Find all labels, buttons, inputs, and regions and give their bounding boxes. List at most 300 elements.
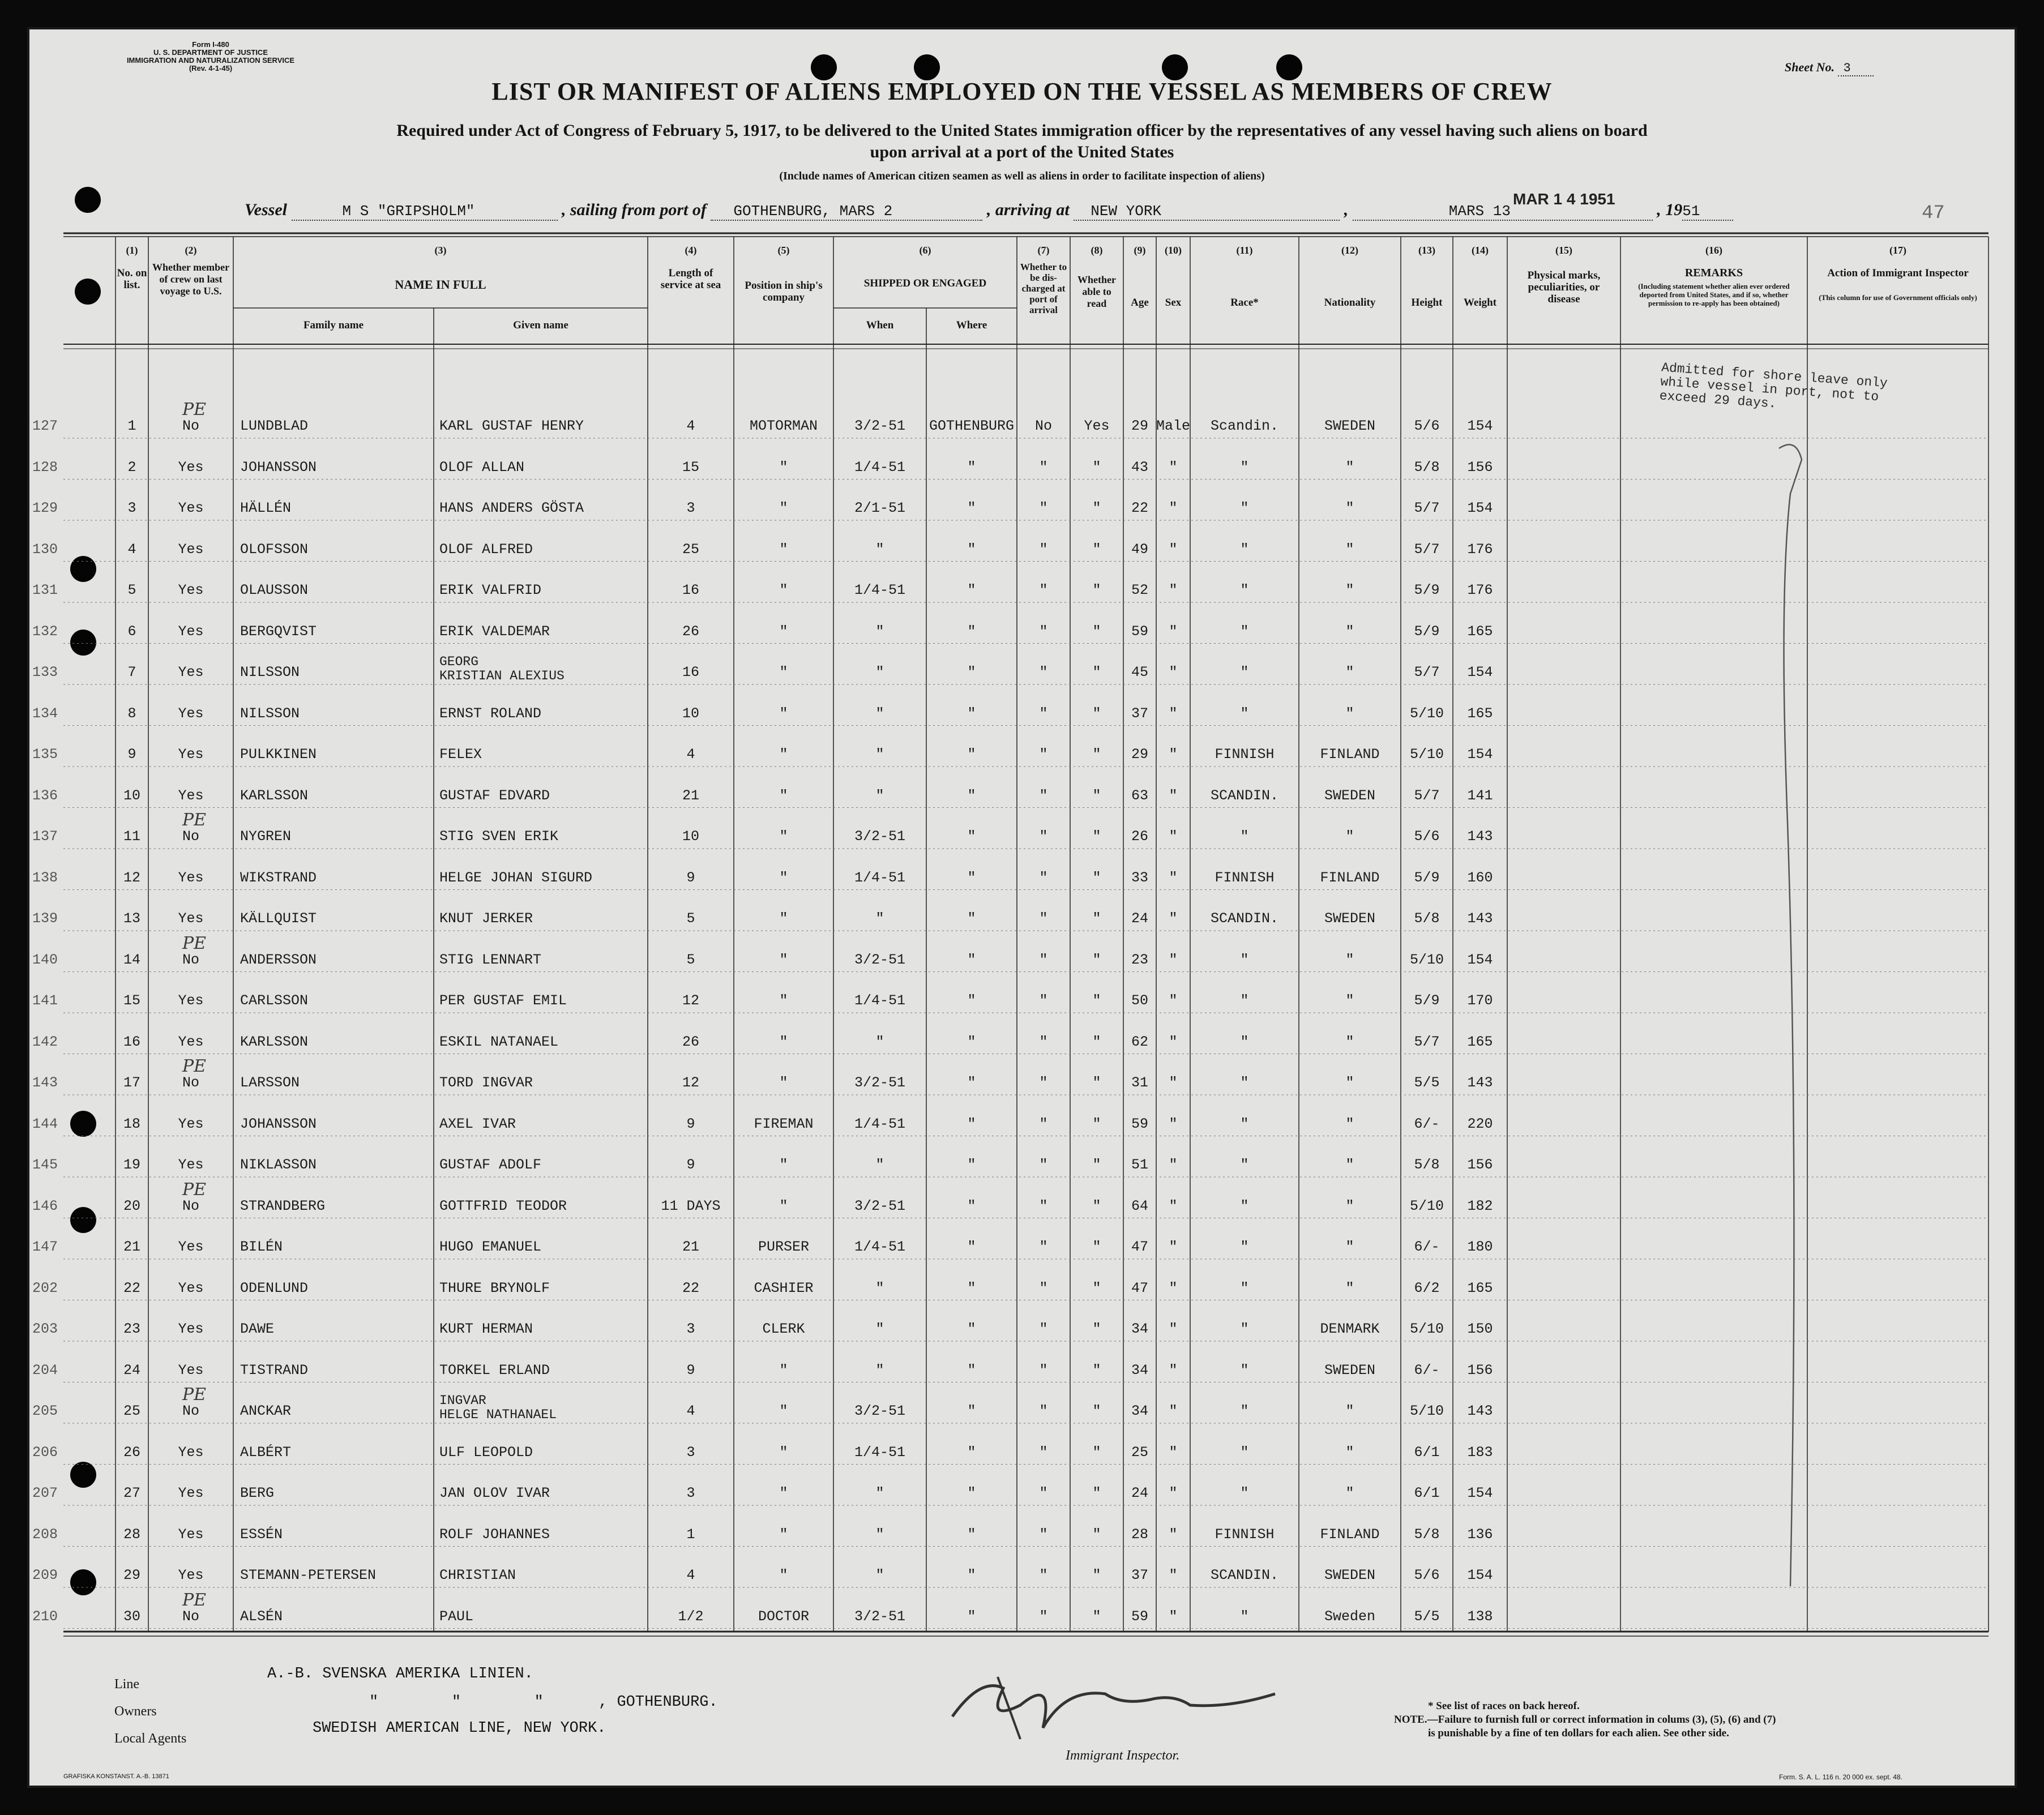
cell-read: " xyxy=(1092,1239,1101,1255)
cell-svc: 22 xyxy=(682,1279,699,1296)
cell-no: 5 xyxy=(127,582,136,598)
cell-dis: " xyxy=(1039,705,1048,722)
cell-sex: " xyxy=(1169,1157,1178,1173)
penalty-note-2: is punishable by a fine of ten dollars for each alien. See other side. xyxy=(1428,1727,1729,1739)
cell-no: 3 xyxy=(127,500,136,516)
line-number: 132 xyxy=(32,623,58,640)
cell-svc: 9 xyxy=(686,1157,695,1173)
date-stamp: MAR 1 4 1951 xyxy=(1513,190,1615,208)
cell-nat: " xyxy=(1345,705,1354,722)
table-row xyxy=(29,691,2015,731)
given-name-line-1: GEORG xyxy=(439,654,479,669)
cell-prev: Yes xyxy=(178,910,204,927)
cell-dis: " xyxy=(1039,541,1048,558)
cell-no: 10 xyxy=(123,787,140,804)
cell-nat: " xyxy=(1345,1115,1354,1132)
cell-prev: Yes xyxy=(178,582,204,598)
cell-pos: " xyxy=(779,1567,788,1583)
cell-given: OLOF ALFRED xyxy=(439,541,533,558)
line-label: Line xyxy=(114,1677,139,1692)
cell-race: " xyxy=(1240,1485,1249,1501)
document-title: LIST OR MANIFEST OF ALIENS EMPLOYED ON THE VESSEL AS MEMBERS OF CREW xyxy=(491,78,1553,105)
cell-read: " xyxy=(1092,1115,1101,1132)
cell-family: JOHANSSON xyxy=(240,459,317,476)
cell-ht: 5/8 xyxy=(1414,459,1440,476)
cell-given: GUSTAF ADOLF xyxy=(439,1157,542,1173)
table-row xyxy=(29,1019,2015,1060)
cell-where: " xyxy=(967,705,976,722)
cell-ht: 5/10 xyxy=(1409,1403,1444,1419)
cell-where: " xyxy=(967,459,976,476)
table-row xyxy=(29,1179,2015,1224)
cell-ht: 5/10 xyxy=(1409,746,1444,763)
cell-race: FINNISH xyxy=(1215,869,1275,886)
cell-given: STIG LENNART xyxy=(439,951,542,968)
service: IMMIGRATION AND NATURALIZATION SERVICE xyxy=(126,56,295,65)
cell-age: 34 xyxy=(1131,1362,1148,1379)
cell-age: 47 xyxy=(1131,1239,1148,1255)
cell-age: 59 xyxy=(1131,1608,1148,1625)
cell-wt: 182 xyxy=(1467,1197,1493,1214)
vessel-name: M S "GRIPSHOLM" xyxy=(292,203,558,221)
cell-read: " xyxy=(1092,500,1101,516)
cell-race: " xyxy=(1240,1197,1249,1214)
cell-dis: " xyxy=(1039,746,1048,763)
cell-family: KÄLLQUIST xyxy=(240,910,317,927)
table-row xyxy=(29,1512,2015,1552)
cell-dis: " xyxy=(1039,1567,1048,1583)
cell-family: OLOFSSON xyxy=(240,541,309,558)
cell-ht: 5/10 xyxy=(1409,951,1444,968)
header-length-of-service: Length of service at sea xyxy=(660,267,721,291)
cell-svc: 11 DAYS xyxy=(661,1197,721,1214)
col-num-2: (2) xyxy=(185,245,197,256)
cell-dis: " xyxy=(1039,1608,1048,1625)
header-remarks-note: (Including statement whether alien ever ordered deported from United States, and if so, whether permission to re-apply has been obtained) xyxy=(1638,282,1790,307)
cell-ht: 5/7 xyxy=(1414,541,1440,558)
cell-wt: 154 xyxy=(1467,500,1493,516)
owners-value: " " " , GOTHENBURG. xyxy=(369,1694,718,1711)
cell-ht: 5/8 xyxy=(1414,1526,1440,1543)
col-num-17: (17) xyxy=(1889,245,1906,256)
cell-wt: 154 xyxy=(1467,418,1493,434)
cell-sex: " xyxy=(1169,1239,1178,1255)
cell-svc: 25 xyxy=(682,541,699,558)
cell-when: 3/2-51 xyxy=(854,828,905,845)
cell-svc: 10 xyxy=(682,828,699,845)
cell-wt: 165 xyxy=(1467,1033,1493,1050)
cell-no: 18 xyxy=(123,1115,140,1132)
cell-ht: 6/1 xyxy=(1414,1444,1440,1461)
cell-sex: " xyxy=(1169,910,1178,927)
cell-when: 1/4-51 xyxy=(854,1115,905,1132)
cell-given: HUGO EMANUEL xyxy=(439,1239,542,1255)
cell-dis: " xyxy=(1039,459,1048,476)
line-number: 210 xyxy=(32,1608,58,1625)
cell-prev: Yes xyxy=(178,664,204,680)
table-row xyxy=(29,1347,2015,1388)
cell-nat: SWEDEN xyxy=(1324,787,1375,804)
cell-pos: " xyxy=(779,746,788,763)
cell-when: " xyxy=(875,1362,884,1379)
cell-ht: 5/10 xyxy=(1409,705,1444,722)
cell-race: " xyxy=(1240,1033,1249,1050)
cell-nat: " xyxy=(1345,828,1354,845)
cell-dis: " xyxy=(1039,1157,1048,1173)
cell-svc: 9 xyxy=(686,1362,695,1379)
cell-race: " xyxy=(1240,500,1249,516)
cell-when: 3/2-51 xyxy=(854,951,905,968)
cell-prev: No xyxy=(182,1197,199,1214)
cell-family: BERG xyxy=(240,1485,275,1501)
cell-no: 22 xyxy=(123,1279,140,1296)
cell-when: " xyxy=(875,1033,884,1050)
cell-pos: " xyxy=(779,1033,788,1050)
cell-dis: " xyxy=(1039,623,1048,640)
table-row xyxy=(29,485,2015,526)
col-num-7: (7) xyxy=(1037,245,1050,256)
cell-race: " xyxy=(1240,664,1249,680)
cell-dis: " xyxy=(1039,951,1048,968)
handwritten-mark: PE xyxy=(182,1590,207,1610)
cell-where: " xyxy=(967,500,976,516)
cell-no: 8 xyxy=(127,705,136,722)
form-number: Form I-480 xyxy=(192,40,229,49)
cell-svc: 16 xyxy=(682,582,699,598)
cell-family: KARLSSON xyxy=(240,787,309,804)
cell-prev: No xyxy=(182,951,199,968)
cell-no: 1 xyxy=(127,418,136,434)
cell-pos: " xyxy=(779,623,788,640)
cell-family: CARLSSON xyxy=(240,992,309,1009)
header-weight: Weight xyxy=(1463,297,1497,309)
cell-pos: " xyxy=(779,869,788,886)
cell-ht: 6/2 xyxy=(1414,1279,1440,1296)
cell-family: ALBÉRT xyxy=(240,1444,292,1461)
cell-race: " xyxy=(1240,1403,1249,1419)
cell-prev: Yes xyxy=(178,1526,204,1543)
cell-nat: " xyxy=(1345,1075,1354,1091)
cell-wt: 180 xyxy=(1467,1239,1493,1255)
cell-wt: 165 xyxy=(1467,623,1493,640)
line-number: 134 xyxy=(32,705,58,722)
table-row xyxy=(29,773,2015,814)
cell-read: " xyxy=(1092,582,1101,598)
table-row xyxy=(29,1385,2015,1429)
cell-ht: 6/- xyxy=(1414,1362,1440,1379)
cell-when: 2/1-51 xyxy=(854,500,905,516)
cell-when: 3/2-51 xyxy=(854,418,905,434)
cell-wt: 143 xyxy=(1467,1075,1493,1091)
cell-ht: 5/10 xyxy=(1409,1321,1444,1337)
cell-svc: 4 xyxy=(686,1567,695,1583)
col-num-14: (14) xyxy=(1472,245,1489,256)
cell-given: GUSTAF EDVARD xyxy=(439,787,550,804)
cell-race: " xyxy=(1240,1444,1249,1461)
header-where: Where xyxy=(956,319,987,331)
cell-svc: 21 xyxy=(682,1239,699,1255)
cell-dis: " xyxy=(1039,992,1048,1009)
cell-when: 3/2-51 xyxy=(854,1197,905,1214)
cell-sex: " xyxy=(1169,1279,1178,1296)
cell-nat: " xyxy=(1345,623,1354,640)
cell-race: " xyxy=(1240,1321,1249,1337)
cell-where: " xyxy=(967,910,976,927)
cell-sex: " xyxy=(1169,1115,1178,1132)
cell-sex: " xyxy=(1169,869,1178,886)
cell-nat: SWEDEN xyxy=(1324,1567,1375,1583)
cell-nat: " xyxy=(1345,541,1354,558)
cell-where: " xyxy=(967,1567,976,1583)
cell-given: STIG SVEN ERIK xyxy=(439,828,559,845)
cell-ht: 6/- xyxy=(1414,1115,1440,1132)
inspector-signature xyxy=(935,1654,1332,1750)
cell-no: 21 xyxy=(123,1239,140,1255)
cell-given xyxy=(439,655,647,683)
cell-race: " xyxy=(1240,582,1249,598)
cell-nat: FINLAND xyxy=(1320,1526,1380,1543)
cell-pos: MOTORMAN xyxy=(749,418,818,434)
sheet-label: Sheet No. xyxy=(1785,60,1835,74)
cell-age: 34 xyxy=(1131,1403,1148,1419)
cell-svc: 15 xyxy=(682,459,699,476)
cell-when: " xyxy=(875,910,884,927)
cell-svc: 3 xyxy=(686,1444,695,1461)
header-shipped-engaged: SHIPPED OR ENGAGED xyxy=(863,277,987,289)
cell-wt: 183 xyxy=(1467,1444,1493,1461)
subtitle-3: (Include names of American citizen seamen as well as aliens in order to facilitate inspection of aliens) xyxy=(779,170,1265,182)
cell-dis: " xyxy=(1039,500,1048,516)
cell-when: 1/4-51 xyxy=(854,1239,905,1255)
year-label: , 19 xyxy=(1657,200,1683,219)
cell-wt: 160 xyxy=(1467,869,1493,886)
cell-nat: " xyxy=(1345,1279,1354,1296)
cell-where: GOTHENBURG xyxy=(929,418,1015,434)
cell-age: 37 xyxy=(1131,705,1148,722)
cell-prev: Yes xyxy=(178,1157,204,1173)
cell-sex: " xyxy=(1169,1033,1178,1050)
handwritten-mark: PE xyxy=(182,1385,207,1405)
cell-dis: " xyxy=(1039,1279,1048,1296)
cell-svc: 4 xyxy=(686,1403,695,1419)
table-row xyxy=(29,1101,2015,1142)
cell-svc: 1 xyxy=(686,1526,695,1543)
cell-age: 24 xyxy=(1131,1485,1148,1501)
line-number: 141 xyxy=(32,992,58,1009)
cell-family: NILSSON xyxy=(240,705,300,722)
cell-prev: Yes xyxy=(178,787,204,804)
header-discharged: Whether to be dis-charged at port of arrival xyxy=(1020,262,1067,315)
cell-dis: " xyxy=(1039,910,1048,927)
subtitle-2: upon arrival at a port of the United States xyxy=(870,143,1174,161)
cell-pos: PURSER xyxy=(758,1239,809,1255)
line-number: 140 xyxy=(32,951,58,968)
col-num-13: (13) xyxy=(1418,245,1435,256)
cell-no: 13 xyxy=(123,910,140,927)
cell-where: " xyxy=(967,951,976,968)
cell-race: " xyxy=(1240,1157,1249,1173)
cell-race: " xyxy=(1240,1279,1249,1296)
cell-sex: " xyxy=(1169,746,1178,763)
handwritten-mark: PE xyxy=(182,933,207,953)
cell-when: " xyxy=(875,623,884,640)
cell-nat: " xyxy=(1345,1157,1354,1173)
cell-wt: 136 xyxy=(1467,1526,1493,1543)
cell-age: 24 xyxy=(1131,910,1148,927)
cell-race: " xyxy=(1240,1239,1249,1255)
cell-wt: 141 xyxy=(1467,787,1493,804)
cell-given: ESKIL NATANAEL xyxy=(439,1033,559,1050)
line-number: 129 xyxy=(32,500,58,516)
cell-where: " xyxy=(967,787,976,804)
cell-no: 6 xyxy=(127,623,136,640)
cell-read: " xyxy=(1092,1567,1101,1583)
cell-svc: 3 xyxy=(686,1485,695,1501)
table-row xyxy=(29,978,2015,1018)
cell-age: 29 xyxy=(1131,746,1148,763)
cell-ht: 6/- xyxy=(1414,1239,1440,1255)
cell-family: DAWE xyxy=(240,1321,275,1337)
header-physical-marks: Physical marks, peculiarities, or disease xyxy=(1527,269,1601,305)
cell-where: " xyxy=(967,1526,976,1543)
cell-no: 4 xyxy=(127,541,136,558)
cell-where: " xyxy=(967,869,976,886)
cell-pos: " xyxy=(779,828,788,845)
cell-no: 19 xyxy=(123,1157,140,1173)
cell-dis: " xyxy=(1039,787,1048,804)
cell-svc: 9 xyxy=(686,869,695,886)
cell-sex: " xyxy=(1169,1197,1178,1214)
cell-no: 28 xyxy=(123,1526,140,1543)
cell-svc: 9 xyxy=(686,1115,695,1132)
table-row xyxy=(29,1429,2015,1470)
cell-svc: 16 xyxy=(682,664,699,680)
cell-svc: 10 xyxy=(682,705,699,722)
cell-wt: 170 xyxy=(1467,992,1493,1009)
cell-no: 26 xyxy=(123,1444,140,1461)
header-when: When xyxy=(866,319,894,331)
cell-sex: " xyxy=(1169,459,1178,476)
cell-given: GOTTFRID TEODOR xyxy=(439,1197,567,1214)
cell-no: 20 xyxy=(123,1197,140,1214)
cell-when: 1/4-51 xyxy=(854,992,905,1009)
handwritten-mark: PE xyxy=(182,1056,207,1076)
cell-nat: FINLAND xyxy=(1320,869,1380,886)
cell-family: BERGQVIST xyxy=(240,623,317,640)
cell-ht: 5/6 xyxy=(1414,1567,1440,1583)
cell-svc: 1/2 xyxy=(678,1608,704,1625)
cell-where: " xyxy=(967,1239,976,1255)
cell-wt: 143 xyxy=(1467,1403,1493,1419)
line-number: 205 xyxy=(32,1403,58,1419)
cell-svc: 5 xyxy=(686,910,695,927)
cell-wt: 138 xyxy=(1467,1608,1493,1625)
cell-age: 51 xyxy=(1131,1157,1148,1173)
cell-given: ULF LEOPOLD xyxy=(439,1444,533,1461)
cell-race: " xyxy=(1240,1608,1249,1625)
cell-nat: Sweden xyxy=(1324,1608,1375,1625)
cell-read: " xyxy=(1092,1403,1101,1419)
cell-sex: " xyxy=(1169,1403,1178,1419)
line-number: 139 xyxy=(32,910,58,927)
cell-wt: 154 xyxy=(1467,1567,1493,1583)
cell-read: " xyxy=(1092,459,1101,476)
cell-nat: " xyxy=(1345,459,1354,476)
line-number: 131 xyxy=(32,582,58,598)
cell-svc: 12 xyxy=(682,992,699,1009)
cell-prev: Yes xyxy=(178,1485,204,1501)
local-agents-value: SWEDISH AMERICAN LINE, NEW YORK. xyxy=(313,1720,606,1737)
cell-family: BILÉN xyxy=(240,1239,283,1255)
cell-race: " xyxy=(1240,1362,1249,1379)
cell-where: " xyxy=(967,1444,976,1461)
header-no-on-list: No. on list. xyxy=(117,267,147,291)
cell-age: 50 xyxy=(1131,992,1148,1009)
line-number: 137 xyxy=(32,828,58,845)
line-number: 127 xyxy=(32,418,58,434)
cell-nat: FINLAND xyxy=(1320,746,1380,763)
cell-age: 43 xyxy=(1131,459,1148,476)
table-row xyxy=(29,855,2015,896)
cell-wt: 156 xyxy=(1467,1362,1493,1379)
cell-no: 24 xyxy=(123,1362,140,1379)
cell-pos: " xyxy=(779,1526,788,1543)
cell-race: " xyxy=(1240,1075,1249,1091)
table-row xyxy=(29,810,2015,854)
table-row xyxy=(29,1306,2015,1347)
cell-ht: 5/6 xyxy=(1414,828,1440,845)
cell-age: 33 xyxy=(1131,869,1148,886)
cell-given: AXEL IVAR xyxy=(439,1115,516,1132)
cell-ht: 5/5 xyxy=(1414,1608,1440,1625)
races-note: * See list of races on back hereof. xyxy=(1428,1700,1580,1712)
cell-given: CHRISTIAN xyxy=(439,1567,516,1583)
cell-given: KARL GUSTAF HENRY xyxy=(439,418,584,434)
cell-read: " xyxy=(1092,951,1101,968)
cell-ht: 5/9 xyxy=(1414,582,1440,598)
cell-svc: 3 xyxy=(686,500,695,516)
cell-ht: 5/9 xyxy=(1414,992,1440,1009)
cell-read: " xyxy=(1092,787,1101,804)
cell-pos: CASHIER xyxy=(754,1279,814,1296)
vessel-label: Vessel xyxy=(245,200,287,219)
cell-given: PER GUSTAF EMIL xyxy=(439,992,567,1009)
cell-given: ROLF JOHANNES xyxy=(439,1526,550,1543)
line-number: 207 xyxy=(32,1485,58,1501)
cell-where: " xyxy=(967,1608,976,1625)
cell-where: " xyxy=(967,541,976,558)
cell-where: " xyxy=(967,1197,976,1214)
cell-where: " xyxy=(967,1157,976,1173)
cell-sex: " xyxy=(1169,787,1178,804)
table-row xyxy=(29,1265,2015,1306)
cell-dis: " xyxy=(1039,1239,1048,1255)
cell-when: 1/4-51 xyxy=(854,582,905,598)
cell-wt: 165 xyxy=(1467,705,1493,722)
cell-wt: 154 xyxy=(1467,951,1493,968)
cell-sex: " xyxy=(1169,582,1178,598)
cell-prev: Yes xyxy=(178,1239,204,1255)
cell-nat: " xyxy=(1345,582,1354,598)
cell-where: " xyxy=(967,992,976,1009)
cell-prev: Yes xyxy=(178,1115,204,1132)
cell-pos: " xyxy=(779,1157,788,1173)
line-number: 136 xyxy=(32,787,58,804)
shore-leave-remark: Admitted for shore leave only while vessel in port, not to exceed 29 days. xyxy=(1658,360,1888,412)
cell-wt: 143 xyxy=(1467,828,1493,845)
cell-race: FINNISH xyxy=(1215,746,1275,763)
given-name-line-1: INGVAR xyxy=(439,1393,486,1408)
